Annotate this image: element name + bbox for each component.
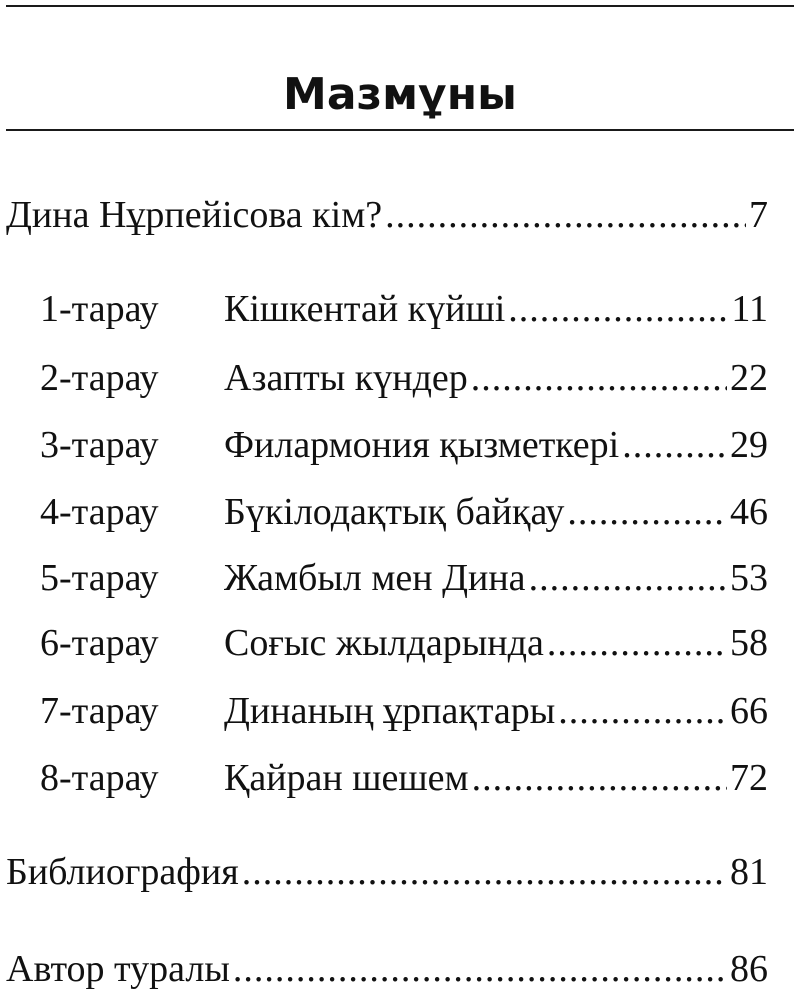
dot-leader: [529, 553, 727, 603]
chapter-label: 1-тарау: [40, 288, 159, 330]
chapter-title: Динаның ұрпақтары: [224, 690, 556, 732]
dot-leader: [242, 847, 727, 897]
dot-leader: [385, 190, 746, 240]
page-number: 81: [730, 851, 768, 893]
page-number: 22: [730, 357, 768, 399]
dot-leader: [472, 753, 727, 803]
toc-entry-chapter-4[interactable]: [40, 487, 768, 537]
chapter-label: 3-тарау: [40, 424, 159, 466]
toc-entry-chapter-2[interactable]: [40, 353, 768, 403]
chapter-title: Қайран шешем: [224, 757, 469, 799]
entry-title: Автор туралы: [6, 948, 230, 990]
chapter-title: Бүкілодақтық байқау: [224, 491, 565, 533]
toc-entry-chapter-1[interactable]: [40, 284, 768, 334]
chapter-label: 8-тарау: [40, 757, 159, 799]
chapter-label: 6-тарау: [40, 622, 159, 664]
page-number: 46: [730, 491, 768, 533]
dot-leader: [233, 944, 727, 994]
chapter-label: 5-тарау: [40, 557, 159, 599]
toc-entry-chapter-6[interactable]: [40, 618, 768, 668]
top-rule: [6, 5, 794, 7]
chapter-title: Кішкентай күйші: [224, 288, 506, 330]
entry-title: Библиография: [6, 851, 239, 893]
toc-entry-chapter-5[interactable]: [40, 553, 768, 603]
page-number: 72: [730, 757, 768, 799]
entry-title: Дина Нұрпейісова кім?: [6, 194, 383, 236]
toc-entry-intro[interactable]: [6, 190, 768, 240]
page-number: 11: [731, 288, 768, 330]
dot-leader: [558, 686, 727, 736]
page-number: 58: [730, 622, 768, 664]
page-number: 66: [730, 690, 768, 732]
page-number: 7: [749, 194, 768, 236]
dot-leader: [547, 618, 727, 668]
toc-entry-chapter-3[interactable]: [40, 420, 768, 470]
title-rule: [6, 129, 794, 131]
page-number: 29: [730, 424, 768, 466]
dot-leader: [567, 487, 727, 537]
page-title: Мазмұны: [283, 69, 517, 121]
dot-leader: [471, 353, 727, 403]
chapter-label: 7-тарау: [40, 690, 159, 732]
chapter-label: 4-тарау: [40, 491, 159, 533]
page-number: 53: [730, 557, 768, 599]
chapter-title: Соғыс жылдарында: [224, 622, 544, 664]
toc-entry-bibliography[interactable]: [6, 847, 768, 897]
toc-entry-about-author[interactable]: [6, 944, 768, 994]
page-number: 86: [730, 948, 768, 990]
chapter-label: 2-тарау: [40, 357, 159, 399]
toc-entry-chapter-8[interactable]: [40, 753, 768, 803]
dot-leader: [622, 420, 727, 470]
dot-leader: [508, 284, 728, 334]
chapter-title: Жамбыл мен Дина: [224, 557, 526, 599]
toc-entry-chapter-7[interactable]: [40, 686, 768, 736]
chapter-title: Филармония қызметкері: [224, 424, 620, 466]
chapter-title: Азапты күндер: [224, 357, 468, 399]
